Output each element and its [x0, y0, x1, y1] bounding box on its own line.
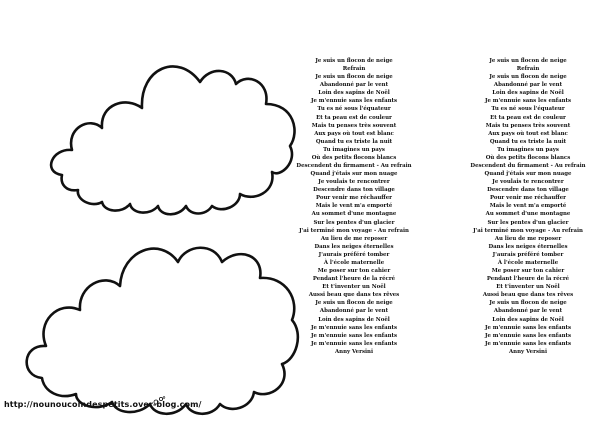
poem-line: J'aurais préféré tomber [318, 251, 390, 258]
poem-line: Je m'ennuie sans les enfants [484, 332, 572, 339]
poem-line: Et ta peau est de couleur [490, 114, 566, 121]
poem-line: À l'école maternelle [497, 259, 559, 266]
poem-line: Me poser sur ton cahier [317, 268, 391, 275]
poem-line: Abandonné par le vent [493, 308, 563, 315]
poem-line: Sur les pentes d'un glacier [313, 219, 395, 226]
cloud-bottom-icon [27, 248, 298, 414]
poem-line: Je suis un flocon de neige [315, 74, 393, 81]
poem-line: Où des petits flocons blancs [485, 154, 571, 161]
poem-line: Au sommet d'une montagne [485, 211, 571, 218]
poem-line: Et t'inventer un Noël [496, 284, 560, 291]
poem-line: Aussi beau que dans tes rêves [308, 292, 400, 299]
poem-line: Je voulais te rencontrer [492, 179, 564, 186]
poem-line: Je suis un flocon de neige [489, 58, 567, 64]
poem-line: Je m'ennuie sans les enfants [484, 340, 572, 347]
poem-line: Quand j'étais sur mon nuage [484, 171, 572, 178]
poem-line: Où des petits flocons blancs [311, 154, 397, 161]
poem-line: Descendent du firmament - Au refrain [470, 163, 586, 170]
poem-line: Sur les pentes d'un glacier [487, 219, 569, 226]
cloud-top-icon [51, 66, 294, 214]
poem-line: Loin des sapins de Noël [492, 316, 564, 323]
poem-line: Quand tu es triste la nuit [315, 138, 393, 145]
poem-line: Je m'ennuie sans les enfants [484, 324, 572, 331]
poem-line: Mais le vent m'a emporté [489, 203, 567, 210]
poem-line: Loin des sapins de Noël [318, 316, 390, 323]
poem-line: Pour venir me réchauffer [316, 195, 392, 202]
poem-line: Je m'ennuie sans les enfants [310, 332, 398, 339]
poem-line: J'ai terminé mon voyage - Au refrain [299, 227, 409, 234]
poem-line: Pendant l'heure de la récré [486, 276, 570, 283]
poem-line: Je voulais te rencontrer [318, 179, 390, 186]
poem-line: Au lieu de me reposer [494, 235, 562, 242]
poem-line: Au sommet d'une montagne [311, 211, 397, 218]
poem-line: Aux pays où tout est blanc [314, 130, 394, 137]
poem-line: Dans les neiges éternelles [314, 243, 394, 250]
poem-line: Descendent du firmament - Au refrain [296, 163, 412, 170]
footer-url[interactable]: http://nounoucoindespetits.over-blog.com/ [4, 400, 202, 409]
poem-line: Tu es né sous l'équateur [317, 106, 391, 113]
poem-line: Au lieu de me reposer [320, 235, 388, 242]
poem-line: Je m'ennuie sans les enfants [310, 340, 398, 347]
poem-line: Me poser sur ton cahier [491, 268, 565, 275]
poem-line: Je m'ennuie sans les enfants [484, 98, 572, 105]
poem-line: Loin des sapins de Noël [318, 90, 390, 97]
poem-line: Je suis un flocon de neige [315, 300, 393, 307]
poem-line: Abandonné par le vent [319, 308, 389, 315]
poem-line: Mais le vent m'a emporté [315, 203, 393, 210]
poem-line: Tu imagines un pays [323, 146, 385, 153]
poem-line: Je suis un flocon de neige [315, 58, 393, 64]
poem-line: Pour venir me réchauffer [490, 195, 566, 202]
poem-line: J'ai terminé mon voyage - Au refrain [473, 227, 583, 234]
poem-line: Anny Versini [334, 348, 374, 355]
poem-line: Refrain [342, 66, 366, 73]
poem-line: Abandonné par le vent [319, 82, 389, 89]
poem-line: Abandonné par le vent [493, 82, 563, 89]
poem-column-left [284, 57, 424, 356]
poem-line: Tu es né sous l'équateur [491, 106, 565, 113]
poem-line: À l'école maternelle [323, 259, 385, 266]
poem-line: Descendre dans ton village [487, 187, 569, 194]
poem-line: Je m'ennuie sans les enfants [310, 98, 398, 105]
poem-line: Aux pays où tout est blanc [488, 130, 568, 137]
poem-line: Mais tu penses très souvent [485, 122, 571, 129]
speech-bubbles-icon [152, 396, 166, 406]
poem-line: Je suis un flocon de neige [489, 74, 567, 81]
poem-line: Tu imagines un pays [497, 146, 559, 153]
poem-line: Pendant l'heure de la récré [312, 276, 396, 283]
poem-line: J'aurais préféré tomber [492, 251, 564, 258]
poem-line: Aussi beau que dans tes rêves [482, 292, 574, 299]
poem-line: Loin des sapins de Noël [492, 90, 564, 97]
poem-line: Je m'ennuie sans les enfants [310, 324, 398, 331]
poem-line: Refrain [516, 66, 540, 73]
poem-line: Quand j'étais sur mon nuage [310, 171, 398, 178]
poem-line: Quand tu es triste la nuit [489, 138, 567, 145]
poem-line: Mais tu penses très souvent [311, 122, 397, 129]
poem-line: Je suis un flocon de neige [489, 300, 567, 307]
poem-line: Anny Versini [508, 348, 548, 355]
poem-line: Et t'inventer un Noël [322, 284, 386, 291]
poem-line: Dans les neiges éternelles [488, 243, 568, 250]
poem-line: Descendre dans ton village [313, 187, 395, 194]
poem-line: Et ta peau est de couleur [316, 114, 392, 121]
poem-column-right [458, 57, 598, 356]
